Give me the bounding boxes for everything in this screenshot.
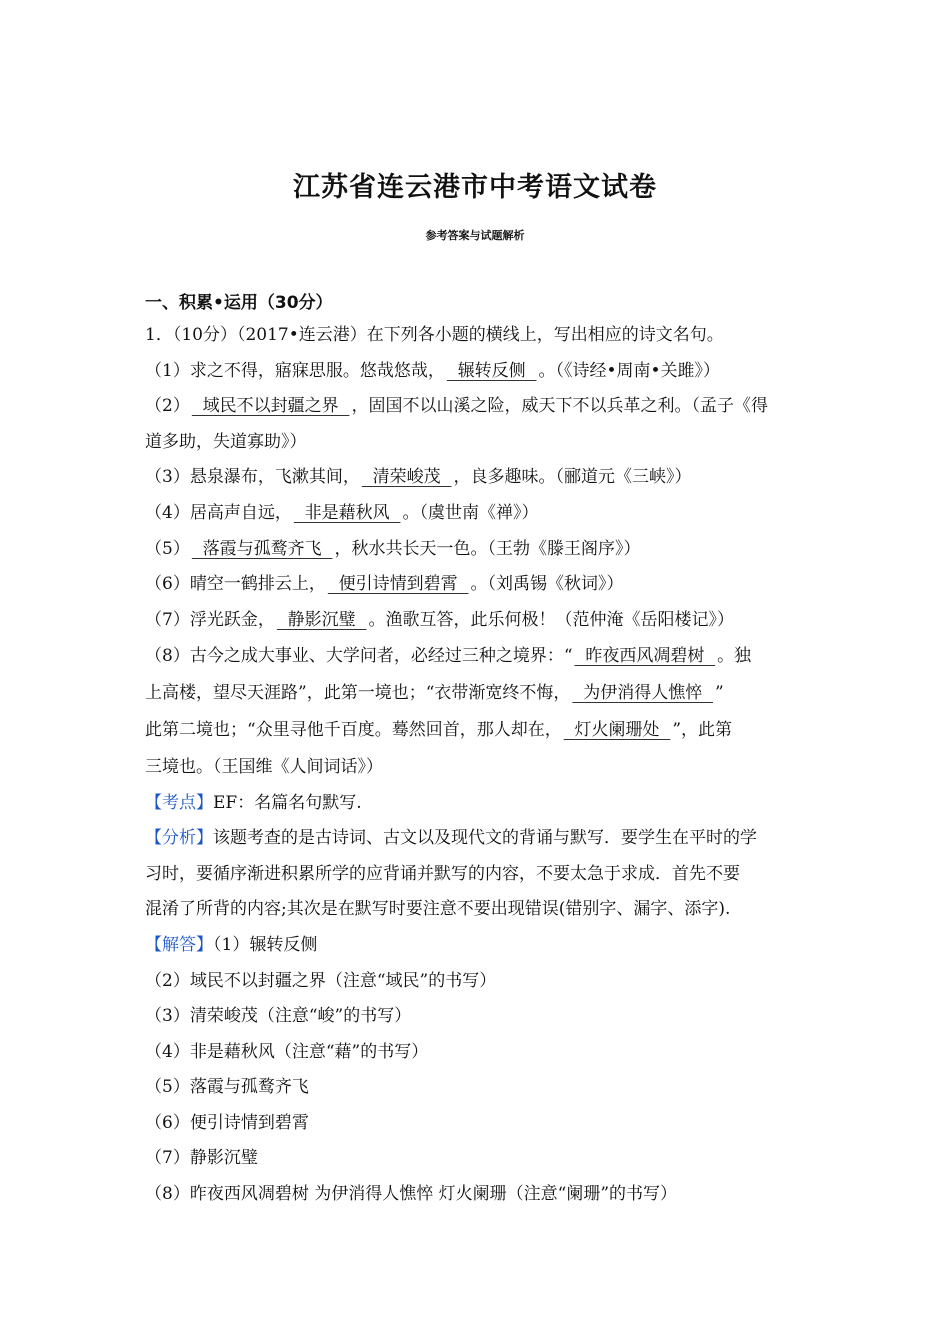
line-text: 上高楼，望尽天涯路”，此第一境也；“衣带渐宽终不悔， [145, 683, 571, 704]
line-text: （1）求之不得，寤寐思服。悠哉悠哉， [145, 360, 445, 381]
kaodian-row [145, 786, 810, 822]
line-text: 此第二境也；“众里寻他千百度。蓦然回首，那人却在， [145, 719, 562, 740]
line-text: ” [715, 683, 724, 704]
line-text: 。（《诗经•周南•关雎》） [538, 360, 721, 381]
line-text: ”，此第 [672, 719, 733, 740]
fenxi-tag: 【分析】 [145, 828, 213, 849]
answer-blank: 为伊消得人憔悴 [572, 683, 714, 704]
question-line-10 [145, 712, 810, 749]
line-text: （3）悬泉瀑布，飞漱其间， [145, 467, 360, 488]
answer-blank: 清荣峻茂 [361, 467, 452, 488]
answer-blank: 域民不以封疆之界 [191, 396, 350, 417]
kaodian-text: EF：名篇名句默写. [213, 792, 362, 813]
answer-blank: 便引诗情到碧霄 [327, 574, 469, 595]
fenxi-line-2: 习时，要循序渐进积累所学的应背诵并默写的内容，不要太急于求成．首先不要 [145, 863, 740, 884]
line-text: 。渔歌互答，此乐何极！（范仲淹《岳阳楼记》） [368, 609, 734, 630]
question-line-4 [145, 496, 810, 532]
question-line-5 [145, 532, 810, 568]
answer-blank: 落霞与孤鹜齐飞 [191, 538, 333, 559]
jieda-answer-5: （5）落霞与孤鹜齐飞 [145, 1077, 309, 1098]
jieda-answer-2: （2）域民不以封疆之界（注意“域民”的书写） [145, 970, 497, 991]
line-text: ，良多趣味。（郦道元《三峡》） [453, 467, 692, 488]
jieda-answer-6: （6）便引诗情到碧霄 [145, 1112, 309, 1133]
answer-blank: 辗转反侧 [446, 360, 537, 381]
fenxi-text: 该题考查的是古诗词、古文以及现代文的背诵与默写．要学生在平时的学 [213, 828, 757, 849]
jieda-answer-8: （8）昨夜西风凋碧树 为伊消得人憔悴 灯火阑珊（注意“阑珊”的书写） [145, 1184, 678, 1205]
line-text: （7）浮光跃金， [145, 609, 275, 630]
question-line-1 [145, 354, 810, 390]
fenxi-line-3: 混淆了所背的内容;其次是在默写时要注意不要出现错误(错别字、漏字、添字). [145, 899, 731, 920]
jieda-answer-1: （1）辗转反侧 [213, 934, 318, 955]
question-line-6 [145, 567, 810, 603]
line-text: ，秋水共长天一色。（王勃《滕王阁序》） [334, 538, 641, 559]
kaodian-tag: 【考点】 [145, 792, 213, 813]
question-line-8 [145, 638, 810, 675]
question-line-11: 三境也。（王国维《人间词话》） [145, 756, 383, 777]
answer-blank: 昨夜西风凋碧树 [574, 646, 716, 667]
question-body [145, 318, 810, 1213]
line-text: （4）居高声自远， [145, 502, 292, 523]
answer-blank: 灯火阑珊处 [563, 719, 671, 740]
jieda-answer-3: （3）清荣峻茂（注意“峻”的书写） [145, 1006, 412, 1027]
line-text: （6）晴空一鹤排云上， [145, 574, 326, 595]
question-line-9 [145, 675, 810, 712]
line-text: （8）古今之成大事业、大学问者，必经过三种之境界：“ [145, 646, 573, 667]
question-line-2-cont: 道多助，失道寡助》） [145, 431, 307, 452]
jieda-row [145, 928, 810, 964]
line-text: ，固国不以山溪之险，威天下不以兵革之利。（孟子《得 [351, 396, 768, 417]
page-title: 江苏省连云港市中考语文试卷 [293, 172, 657, 203]
jieda-answer-7: （7）静影沉璧 [145, 1148, 258, 1169]
question-line-7 [145, 603, 810, 639]
question-line-2 [145, 389, 810, 425]
line-text: 。（刘禹锡《秋词》） [470, 574, 624, 595]
line-text: 。（虞世南《禅》） [402, 502, 539, 523]
answer-blank: 非是藉秋风 [293, 502, 401, 523]
line-text: （2） [145, 396, 190, 417]
line-text: （5） [145, 538, 190, 559]
jieda-answer-4: （4）非是藉秋风（注意“藉”的书写） [145, 1041, 429, 1062]
jieda-tag: 【解答】 [145, 934, 213, 955]
fenxi-row [145, 821, 810, 857]
answer-blank: 静影沉璧 [276, 609, 367, 630]
line-text: 。独 [717, 646, 752, 667]
page-subtitle: 参考答案与试题解析 [425, 229, 525, 242]
section-heading: 一、积累•运用（30分） [145, 293, 333, 313]
question-stem: 1．（10分）（2017•连云港）在下列各小题的横线上，写出相应的诗文名句。 [145, 325, 724, 345]
question-line-3 [145, 460, 810, 496]
